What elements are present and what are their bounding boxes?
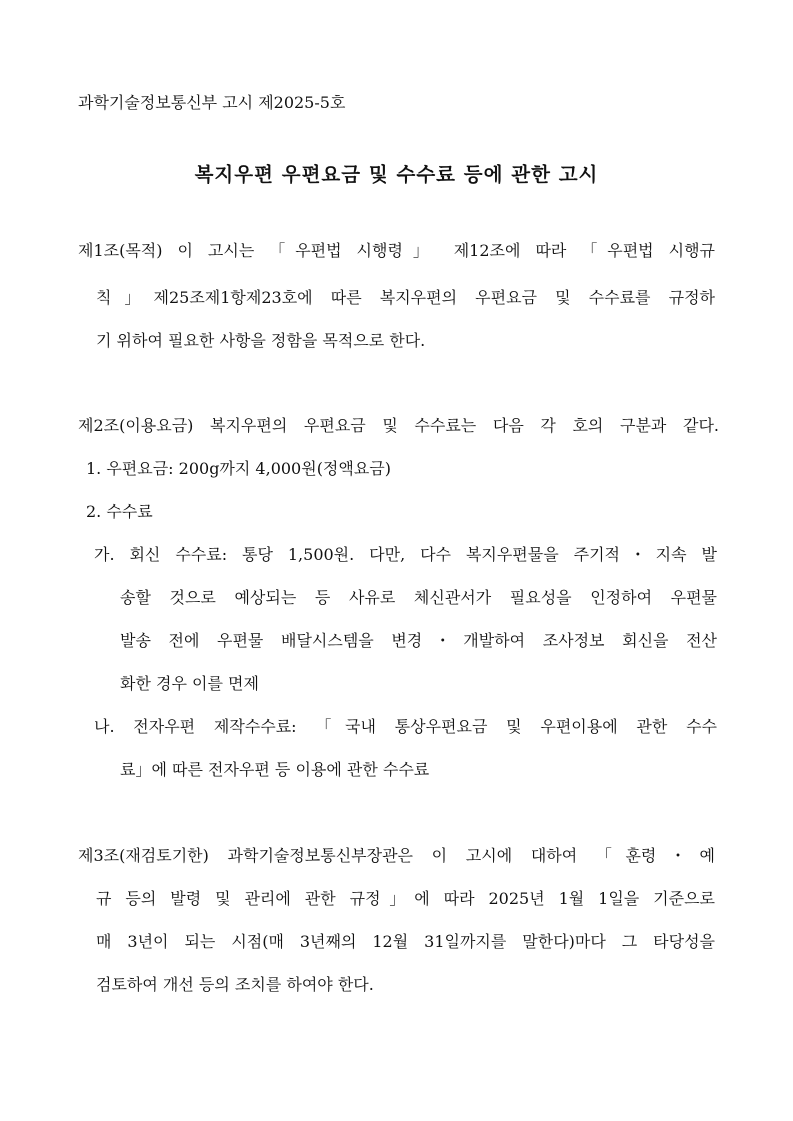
document-title: 복지우편 우편요금 및 수수료 등에 관한 고시 (194, 163, 599, 186)
article2-sub-na-line-2: 료」에 따른 전자우편 등 이용에 관한 수수료 (120, 760, 430, 779)
article3-line-1: 제3조(재검토기한) 과학기술정보통신부장관은 이 고시에 대하여 「훈령・예 (78, 846, 715, 865)
article2-item-1: 1. 우편요금: 200g까지 4,000원(정액요금) (86, 459, 392, 478)
article1-line-3: 기 위하여 필요한 사항을 정함을 목적으로 한다. (96, 331, 426, 350)
article3-line-4: 검토하여 개선 등의 조치를 하여야 한다. (96, 975, 374, 994)
article2-sub-ga-line-4: 화한 경우 이를 면제 (120, 674, 259, 693)
notice-number: 과학기술정보통신부 고시 제2025-5호 (78, 93, 346, 112)
article2-sub-na-line-1: 나. 전자우편 제작수수료: 「국내 통상우편요금 및 우편이용에 관한 수수 (94, 717, 717, 736)
article2-sub-ga-line-2: 송할 것으로 예상되는 등 사유로 체신관서가 필요성을 인정하여 우편물 (120, 588, 717, 607)
article2-sub-ga-line-3: 발송 전에 우편물 배달시스템을 변경・개발하여 조사정보 회신을 전산 (120, 631, 717, 650)
article2-heading: 제2조(이용요금) 복지우편의 우편요금 및 수수료는 다음 각 호의 구분과 같다. (78, 416, 719, 435)
article3-line-3: 매 3년이 되는 시점(매 3년째의 12월 31일까지를 말한다)마다 그 타당성을 (96, 932, 715, 951)
article2-sub-ga-line-1: 가. 회신 수수료: 통당 1,500원. 다만, 다수 복지우편물을 주기적・지속 발 (94, 545, 717, 564)
article2-item-2: 2. 수수료 (86, 502, 153, 521)
article1-line-1: 제1조(목적) 이 고시는 「우편법 시행령」 제12조에 따라 「우편법 시행규 (78, 241, 715, 260)
article3-line-2: 규 등의 발령 및 관리에 관한 규정」에 따라 2025년 1월 1일을 기준으로 (96, 889, 715, 908)
article1-line-2: 칙」제25조제1항제23호에 따른 복지우편의 우편요금 및 수수료를 규정하 (96, 288, 715, 307)
